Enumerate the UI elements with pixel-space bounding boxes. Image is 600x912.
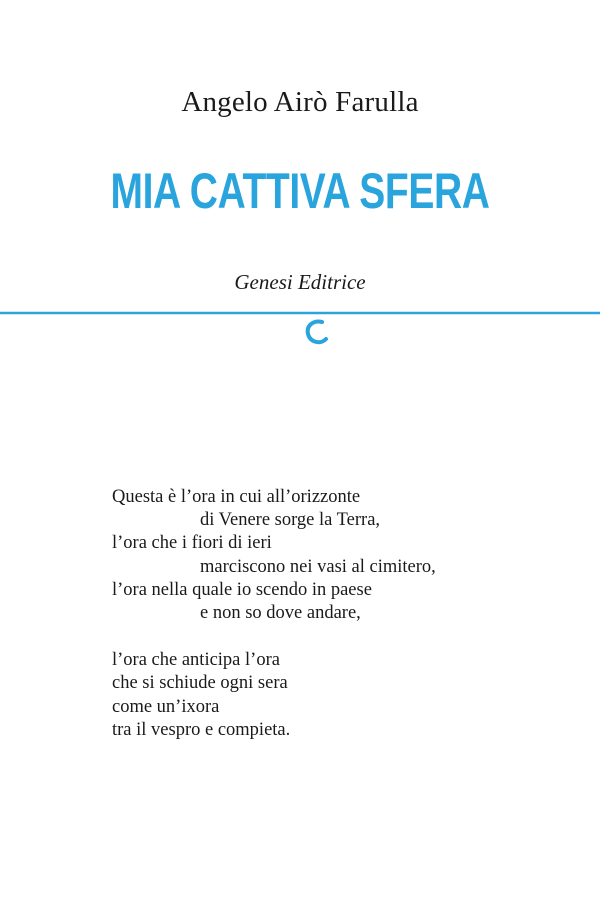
poem-line: che si schiude ogni sera [112,673,288,694]
poem-line: Questa è l’ora in cui all’orizzonte [112,487,361,507]
poem-line: l’ora che i fiori di ieri [112,533,272,554]
publisher-name: Genesi Editrice [234,270,366,294]
poem-line: come un’ixora [112,696,220,717]
poem-line: di Venere sorge la Terra, [200,510,381,531]
publisher-divider [0,300,600,360]
poem-line: l’ora nella quale io scendo in paese [112,579,372,600]
poem-excerpt [112,486,436,742]
book-title: MIA CATTIVA SFERA [110,163,490,219]
swirl-logo-icon [308,322,326,343]
poem-line: marciscono nei vasi al cimitero, [200,556,436,577]
stanza-break [112,625,436,649]
poem-line: e non so dove andare, [200,603,361,624]
poem-line: l’ora che anticipa l’ora [112,650,280,671]
poem-line: tra il vespro e compieta. [112,719,291,740]
author-name: Angelo Airò Farulla [181,86,419,118]
divider-svg [0,300,600,360]
